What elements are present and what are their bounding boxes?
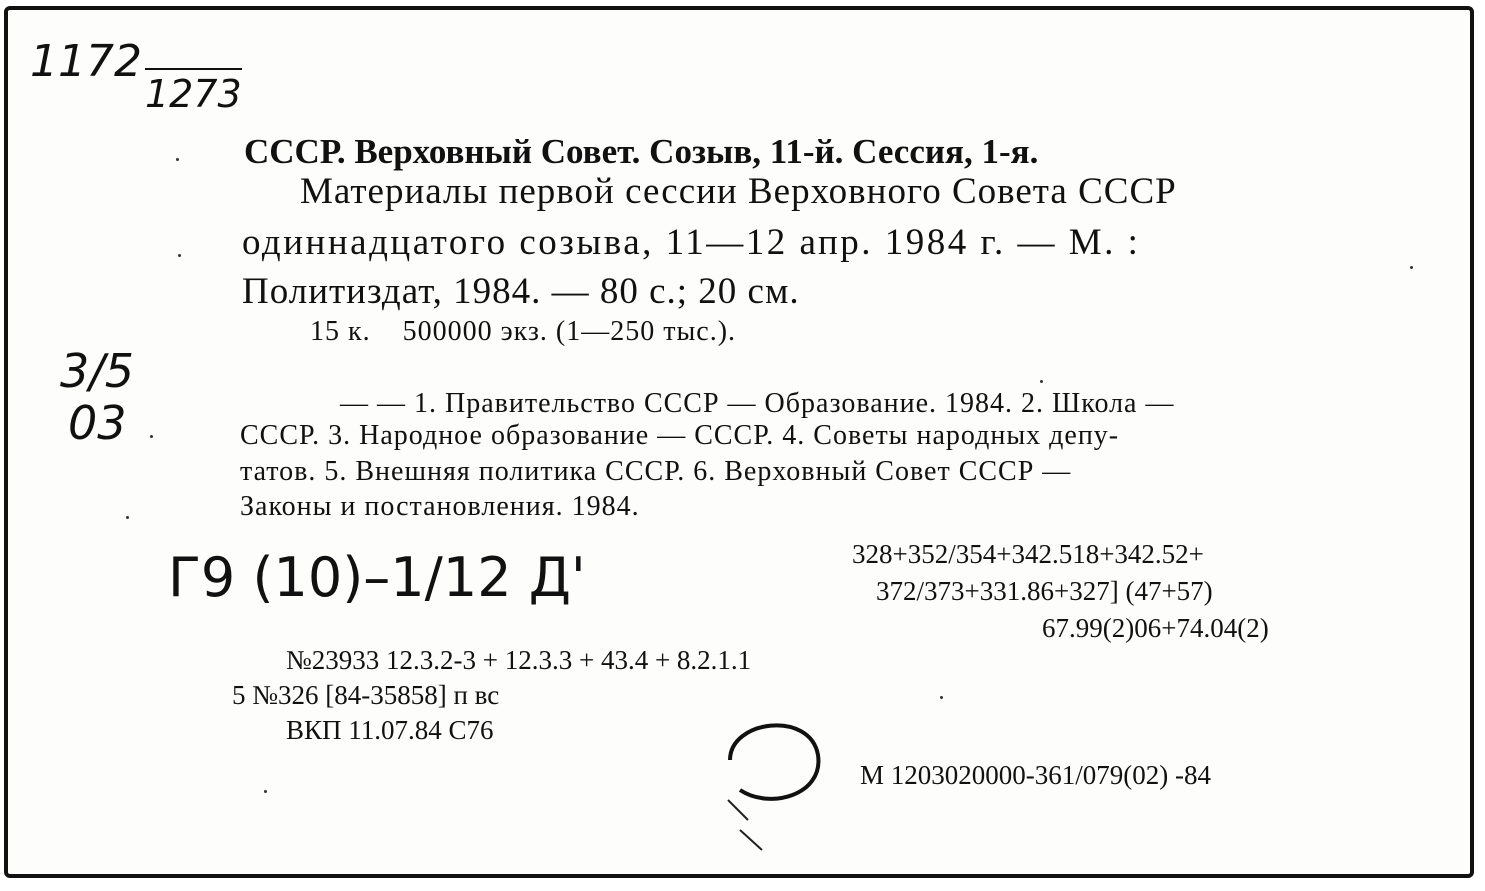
speck: [1410, 266, 1413, 269]
price-line: 15 к. 500000 экз. (1—250 тыс.).: [310, 316, 737, 347]
footer-code: М 1203020000-361/079(02) -84: [860, 760, 1211, 790]
speck: [178, 254, 181, 257]
code-line: 5 №326 [84-35858] п вс: [232, 680, 500, 710]
title-line: Политиздат, 1984. — 80 с.; 20 см.: [242, 271, 800, 312]
classification-line: 67.99(2)06+74.04(2): [1042, 613, 1269, 643]
hand-drawn-circle: [700, 700, 860, 860]
speck: [1040, 380, 1043, 383]
code-line: №23933 12.3.2-3 + 12.3.3 + 43.4 + 8.2.1.1: [286, 645, 752, 675]
handwritten-fraction: 1273: [145, 68, 242, 116]
classification-line: 328+352/354+342.518+342.52+: [852, 539, 1204, 569]
speck: [126, 516, 129, 519]
subject-line: татов. 5. Внешняя политика СССР. 6. Верховный Совет СССР —: [240, 456, 1072, 487]
entry-heading: СССР. Верховный Совет. Созыв, 11-й. Сессия, 1-я.: [244, 132, 1039, 171]
speck: [150, 435, 153, 438]
code-line: ВКП 11.07.84 С76: [286, 715, 494, 745]
handwritten-side-bottom: 03: [68, 396, 127, 450]
speck: [940, 696, 943, 699]
handwritten-side-top: 3/5: [60, 344, 135, 398]
subject-line: СССР. 3. Народное образование — СССР. 4. Советы народных депу-: [240, 420, 1120, 451]
handwritten-card-number: 1172: [30, 36, 142, 87]
title-line: Материалы первой сессии Верховного Совета СССР: [300, 171, 1177, 212]
speck: [264, 790, 267, 793]
classification-line: 372/373+331.86+327] (47+57): [876, 576, 1213, 606]
handwritten-index: Г9 (10)–1/12 Д': [168, 546, 586, 609]
subject-line: — — 1. Правительство СССР — Образование. 1984. 2. Школа —: [340, 388, 1175, 419]
speck: [176, 158, 179, 161]
title-line: одиннадцатого созыва, 11—12 апр. 1984 г. — М. :: [242, 222, 1141, 263]
subject-line: Законы и постановления. 1984.: [240, 491, 640, 522]
